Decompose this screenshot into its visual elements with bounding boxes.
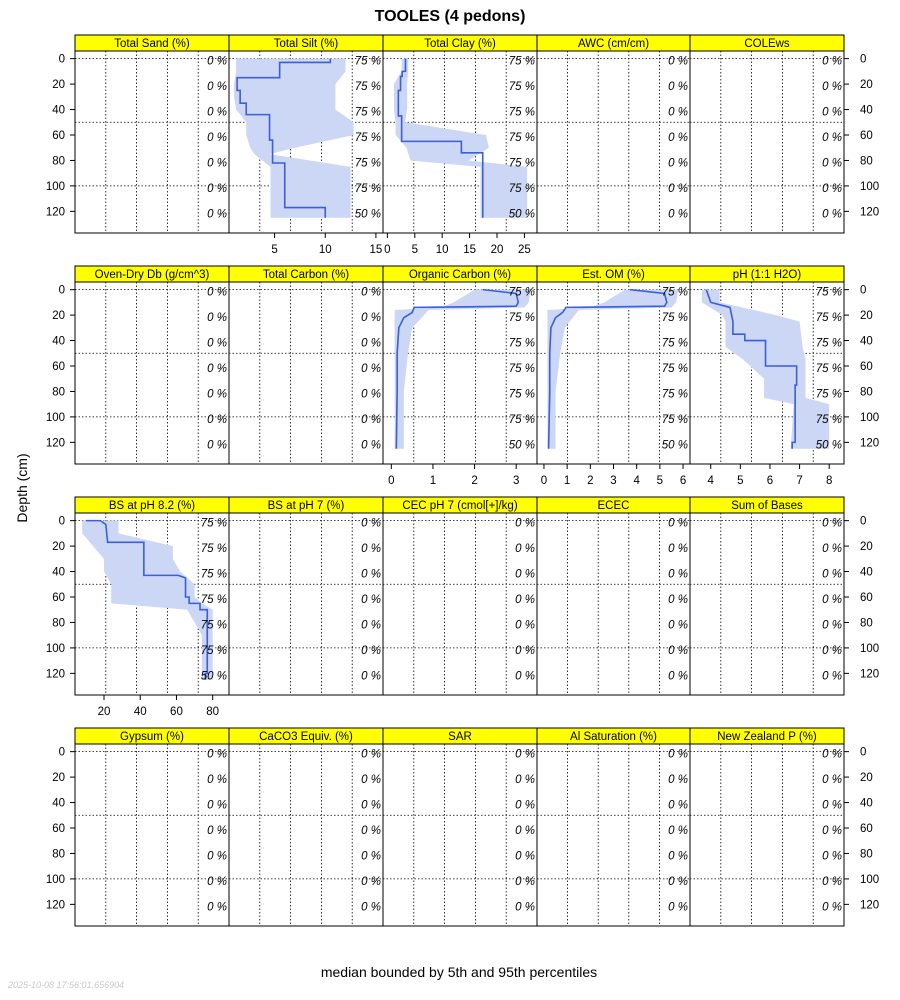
panel-frame	[75, 744, 229, 926]
panel-strip-label: Total Silt (%)	[273, 38, 339, 50]
panel-strip-label: ECEC	[597, 500, 630, 512]
contributing-fraction: 0 %	[361, 799, 381, 812]
contributing-fraction: 0 %	[361, 413, 381, 426]
x-tick-label: 5	[271, 244, 278, 256]
contributing-fraction: 0 %	[515, 799, 535, 812]
x-tick-label: 6	[766, 475, 774, 487]
panel-strip-label: CEC pH 7 (cmol[+]/kg)	[402, 500, 518, 512]
contributing-fraction: 0 %	[361, 363, 381, 375]
panel-frame	[690, 744, 844, 926]
y-tick-label: 80	[860, 386, 873, 399]
panel-20	[690, 728, 879, 926]
contributing-fraction: 0 %	[822, 619, 842, 632]
x-tick-label: 1	[429, 475, 437, 487]
y-tick-label: 20	[52, 541, 65, 554]
contributing-fraction: 0 %	[207, 286, 227, 299]
chart-title: TOOLES (4 pedons)	[374, 8, 526, 25]
y-tick-label: 80	[52, 386, 65, 399]
y-tick-label: 100	[45, 873, 65, 886]
contributing-fraction: 75 %	[354, 106, 381, 119]
contributing-fraction: 0 %	[207, 81, 227, 94]
contributing-fraction: 0 %	[515, 619, 535, 632]
contributing-fraction: 0 %	[668, 543, 688, 556]
contributing-fraction: 0 %	[668, 799, 688, 812]
contributing-fraction: 0 %	[668, 517, 688, 530]
panel-frame	[690, 513, 844, 695]
contributing-fraction: 0 %	[668, 81, 688, 94]
x-tick-label: 5	[411, 244, 418, 256]
y-tick-label: 60	[860, 592, 873, 604]
contributing-fraction: 75 %	[508, 337, 535, 350]
y-tick-label: 100	[860, 873, 880, 886]
contributing-fraction: 0 %	[207, 774, 227, 787]
y-tick-label: 20	[860, 79, 873, 92]
contributing-fraction: 0 %	[668, 901, 688, 914]
panel-frame	[229, 513, 383, 695]
contributing-fraction: 75 %	[354, 182, 381, 195]
contributing-fraction: 0 %	[515, 774, 535, 787]
contributing-fraction: 75 %	[200, 619, 227, 632]
contributing-fraction: 50 %	[508, 439, 535, 452]
contributing-fraction: 0 %	[361, 337, 381, 350]
panel-1	[46, 35, 229, 233]
y-tick-label: 20	[860, 541, 873, 554]
contributing-fraction: 50 %	[354, 208, 381, 221]
contributing-fraction: 0 %	[668, 594, 688, 606]
contributing-fraction: 0 %	[207, 875, 227, 888]
y-tick-label: 100	[860, 642, 880, 655]
contributing-fraction: 0 %	[822, 901, 842, 914]
x-tick-label: 4	[707, 475, 714, 487]
y-tick-label: 60	[52, 361, 65, 373]
panel-frame	[75, 282, 229, 464]
y-tick-label: 80	[860, 155, 873, 168]
y-tick-label: 20	[860, 772, 873, 785]
y-tick-label: 0	[58, 515, 65, 528]
panel-strip-label: pH (1:1 H2O)	[732, 269, 802, 281]
contributing-fraction: 0 %	[822, 850, 842, 863]
y-tick-label: 80	[860, 617, 873, 630]
x-tick-label: 3	[512, 475, 520, 487]
contributing-fraction: 75 %	[508, 388, 535, 401]
x-tick-label: 7	[796, 475, 803, 487]
panel-17	[229, 728, 383, 926]
y-tick-label: 60	[860, 823, 873, 835]
contributing-fraction: 75 %	[815, 337, 842, 350]
contributing-fraction: 0 %	[361, 439, 381, 452]
contributing-fraction: 0 %	[822, 670, 842, 683]
contributing-fraction: 0 %	[207, 850, 227, 863]
contributing-fraction: 50 %	[815, 439, 842, 452]
contributing-fraction: 0 %	[515, 568, 535, 581]
contributing-fraction: 0 %	[668, 644, 688, 657]
contributing-fraction: 0 %	[207, 208, 227, 221]
y-axis-label: Depth (cm)	[14, 453, 30, 523]
contributing-fraction: 0 %	[822, 774, 842, 787]
panel-15	[690, 497, 879, 695]
contributing-fraction: 0 %	[207, 132, 227, 144]
y-tick-label: 40	[860, 566, 873, 579]
contributing-fraction: 0 %	[515, 875, 535, 888]
contributing-fraction: 75 %	[661, 312, 688, 325]
contributing-fraction: 0 %	[207, 825, 227, 837]
contributing-fraction: 0 %	[361, 875, 381, 888]
x-tick-label: 0	[388, 475, 395, 487]
contributing-fraction: 75 %	[508, 363, 535, 375]
y-tick-label: 40	[52, 104, 65, 117]
panel-3	[383, 35, 537, 256]
contributing-fraction: 75 %	[508, 132, 535, 144]
contributing-fraction: 75 %	[508, 106, 535, 119]
y-tick-label: 60	[860, 130, 873, 142]
percentile-band	[82, 521, 212, 680]
y-tick-label: 0	[860, 284, 867, 297]
panel-strip-label: Al Saturation (%)	[570, 731, 657, 743]
panel-strip-label: Total Sand (%)	[114, 38, 190, 50]
contributing-fraction: 0 %	[822, 132, 842, 144]
y-tick-label: 120	[45, 899, 65, 912]
contributing-fraction: 75 %	[508, 157, 535, 170]
contributing-fraction: 50 %	[661, 439, 688, 452]
panel-19	[537, 728, 690, 926]
panel-12	[229, 497, 383, 695]
y-tick-label: 80	[52, 848, 65, 861]
contributing-fraction: 75 %	[354, 55, 381, 68]
contributing-fraction: 75 %	[200, 517, 227, 530]
panel-frame	[75, 51, 229, 233]
contributing-fraction: 0 %	[361, 644, 381, 657]
panel-strip-label: BS at pH 7 (%)	[267, 500, 345, 512]
contributing-fraction: 75 %	[200, 644, 227, 657]
contributing-fraction: 0 %	[822, 182, 842, 195]
panel-16	[46, 728, 229, 926]
contributing-fraction: 0 %	[668, 850, 688, 863]
panel-strip-label: Total Carbon (%)	[262, 269, 350, 281]
contributing-fraction: 50 %	[200, 670, 227, 683]
x-tick-label: 2	[471, 475, 478, 487]
y-tick-label: 40	[860, 335, 873, 348]
y-tick-label: 60	[52, 130, 65, 142]
panel-strip-label: Gypsum (%)	[120, 731, 184, 743]
panel-strip-label: Oven-Dry Db (g/cm^3)	[94, 269, 210, 281]
y-tick-label: 120	[860, 206, 880, 219]
contributing-fraction: 0 %	[361, 388, 381, 401]
y-tick-label: 20	[52, 772, 65, 785]
contributing-fraction: 0 %	[207, 157, 227, 170]
contributing-fraction: 0 %	[361, 774, 381, 787]
contributing-fraction: 0 %	[515, 543, 535, 556]
y-tick-label: 120	[860, 437, 880, 450]
contributing-fraction: 75 %	[200, 594, 227, 606]
contributing-fraction: 0 %	[207, 901, 227, 914]
contributing-fraction: 75 %	[508, 81, 535, 94]
y-tick-label: 40	[52, 566, 65, 579]
contributing-fraction: 75 %	[815, 363, 842, 375]
x-tick-label: 15	[463, 244, 476, 256]
contributing-fraction: 0 %	[515, 517, 535, 530]
y-tick-label: 20	[860, 310, 873, 323]
panel-14	[537, 497, 690, 695]
panel-strip-label: Organic Carbon (%)	[408, 269, 512, 281]
contributing-fraction: 0 %	[515, 901, 535, 914]
y-tick-label: 0	[58, 53, 65, 66]
contributing-fraction: 0 %	[361, 594, 381, 606]
contributing-fraction: 0 %	[361, 825, 381, 837]
y-tick-label: 120	[45, 206, 65, 219]
contributing-fraction: 0 %	[822, 157, 842, 170]
y-tick-label: 60	[860, 361, 873, 373]
contributing-fraction: 0 %	[668, 825, 688, 837]
contributing-fraction: 0 %	[207, 312, 227, 325]
contributing-fraction: 0 %	[822, 644, 842, 657]
y-tick-label: 100	[45, 642, 65, 655]
contributing-fraction: 0 %	[207, 799, 227, 812]
contributing-fraction: 0 %	[822, 517, 842, 530]
contributing-fraction: 75 %	[508, 286, 535, 299]
contributing-fraction: 0 %	[822, 825, 842, 837]
contributing-fraction: 0 %	[361, 286, 381, 299]
panel-6	[46, 266, 229, 464]
contributing-fraction: 0 %	[207, 55, 227, 68]
contributing-fraction: 75 %	[354, 81, 381, 94]
contributing-fraction: 75 %	[508, 182, 535, 195]
panels-layer	[46, 35, 879, 926]
contributing-fraction: 0 %	[361, 901, 381, 914]
contributing-fraction: 0 %	[668, 568, 688, 581]
contributing-fraction: 0 %	[668, 182, 688, 195]
contributing-fraction: 0 %	[207, 182, 227, 195]
panel-2	[229, 35, 383, 256]
panel-frame	[229, 744, 383, 926]
panel-frame	[537, 51, 690, 233]
contributing-fraction: 0 %	[515, 644, 535, 657]
contributing-fraction: 50 %	[508, 208, 535, 221]
contributing-fraction: 0 %	[668, 157, 688, 170]
contributing-fraction: 75 %	[508, 55, 535, 68]
contributing-fraction: 0 %	[668, 875, 688, 888]
x-tick-label: 40	[133, 706, 147, 718]
panel-strip-label: Est. OM (%)	[582, 269, 645, 281]
panel-strip-label: BS at pH 8.2 (%)	[108, 500, 196, 512]
y-tick-label: 20	[52, 310, 65, 323]
contributing-fraction: 75 %	[661, 413, 688, 426]
y-tick-label: 0	[58, 284, 65, 297]
panel-18	[383, 728, 537, 926]
panel-frame	[383, 744, 537, 926]
panel-8	[383, 266, 537, 487]
y-tick-label: 80	[860, 848, 873, 861]
panel-frame	[690, 51, 844, 233]
contributing-fraction: 75 %	[661, 388, 688, 401]
contributing-fraction: 75 %	[508, 312, 535, 325]
y-tick-label: 20	[52, 79, 65, 92]
x-tick-label: 10	[435, 244, 449, 256]
contributing-fraction: 75 %	[200, 543, 227, 556]
y-tick-label: 100	[45, 411, 65, 424]
contributing-fraction: 0 %	[668, 748, 688, 761]
x-tick-label: 0	[540, 475, 548, 487]
percentile-band	[702, 290, 829, 449]
panel-7	[229, 266, 383, 464]
contributing-fraction: 0 %	[822, 55, 842, 68]
contributing-fraction: 0 %	[361, 312, 381, 325]
contributing-fraction: 0 %	[668, 774, 688, 787]
panel-strip-label: Sum of Bases	[731, 500, 803, 512]
x-tick-label: 3	[610, 475, 617, 487]
percentile-band	[234, 59, 354, 218]
footer-timestamp: 2025-10-08 17:56:01.656904	[8, 980, 125, 990]
x-tick-label: 20	[97, 706, 111, 718]
contributing-fraction: 75 %	[661, 363, 688, 375]
contributing-fraction: 0 %	[207, 106, 227, 119]
contributing-fraction: 75 %	[815, 312, 842, 325]
y-tick-label: 80	[52, 155, 65, 168]
y-tick-label: 100	[860, 180, 880, 193]
panel-strip-label: SAR	[448, 731, 472, 743]
contributing-fraction: 75 %	[508, 413, 535, 426]
contributing-fraction: 0 %	[361, 748, 381, 761]
panel-9	[537, 266, 690, 487]
y-tick-label: 120	[860, 668, 880, 681]
y-tick-label: 40	[52, 335, 65, 348]
y-tick-label: 120	[860, 899, 880, 912]
y-tick-label: 100	[45, 180, 65, 193]
x-tick-label: 10	[318, 244, 332, 256]
x-tick-label: 80	[206, 706, 220, 718]
panel-frame	[383, 513, 537, 695]
contributing-fraction: 0 %	[668, 208, 688, 221]
contributing-fraction: 0 %	[207, 363, 227, 375]
contributing-fraction: 0 %	[822, 799, 842, 812]
y-tick-label: 40	[860, 104, 873, 117]
x-tick-label: 0	[384, 244, 391, 256]
percentile-band	[547, 290, 678, 449]
x-tick-label: 25	[517, 244, 531, 256]
x-tick-label: 5	[656, 475, 664, 487]
contributing-fraction: 0 %	[822, 81, 842, 94]
contributing-fraction: 0 %	[207, 413, 227, 426]
x-axis-label: median bounded by 5th and 95th percentiles	[320, 964, 598, 980]
contributing-fraction: 0 %	[361, 619, 381, 632]
y-tick-label: 60	[52, 823, 65, 835]
contributing-fraction: 0 %	[361, 670, 381, 683]
contributing-fraction: 0 %	[515, 850, 535, 863]
x-tick-label: 20	[490, 244, 504, 256]
y-tick-label: 0	[860, 53, 867, 66]
panel-strip-label: Total Clay (%)	[424, 38, 496, 50]
contributing-fraction: 0 %	[822, 594, 842, 606]
contributing-fraction: 0 %	[207, 337, 227, 350]
x-tick-label: 5	[737, 475, 744, 487]
contributing-fraction: 0 %	[822, 106, 842, 119]
x-tick-label: 60	[170, 706, 183, 718]
panel-13	[383, 497, 537, 695]
contributing-fraction: 0 %	[207, 439, 227, 452]
contributing-fraction: 0 %	[361, 850, 381, 863]
contributing-fraction: 0 %	[668, 106, 688, 119]
x-tick-label: 2	[587, 475, 594, 487]
contributing-fraction: 0 %	[515, 594, 535, 606]
contributing-fraction: 0 %	[515, 748, 535, 761]
panel-strip-label: AWC (cm/cm)	[577, 38, 650, 50]
panel-4	[537, 35, 690, 233]
contributing-fraction: 0 %	[668, 132, 688, 144]
contributing-fraction: 0 %	[668, 55, 688, 68]
contributing-fraction: 75 %	[354, 132, 381, 144]
y-tick-label: 40	[52, 797, 65, 810]
y-tick-label: 100	[860, 411, 880, 424]
x-tick-label: 8	[825, 475, 833, 487]
contributing-fraction: 0 %	[361, 517, 381, 530]
panel-strip-label: COLEws	[744, 38, 790, 50]
panel-5	[690, 35, 879, 233]
contributing-fraction: 75 %	[200, 568, 227, 581]
contributing-fraction: 0 %	[822, 568, 842, 581]
y-tick-label: 120	[45, 668, 65, 681]
y-tick-label: 120	[45, 437, 65, 450]
contributing-fraction: 75 %	[661, 286, 688, 299]
y-tick-label: 0	[860, 746, 867, 759]
contributing-fraction: 75 %	[815, 286, 842, 299]
contributing-fraction: 0 %	[822, 875, 842, 888]
panel-frame	[537, 513, 690, 695]
contributing-fraction: 0 %	[361, 568, 381, 581]
contributing-fraction: 75 %	[815, 388, 842, 401]
x-tick-label: 6	[679, 475, 687, 487]
contributing-fraction: 0 %	[361, 543, 381, 556]
y-tick-label: 0	[860, 515, 867, 528]
panel-strip-label: CaCO3 Equiv. (%)	[259, 731, 353, 743]
panel-frame	[537, 744, 690, 926]
y-tick-label: 80	[52, 617, 65, 630]
contributing-fraction: 75 %	[815, 413, 842, 426]
contributing-fraction: 0 %	[822, 748, 842, 761]
x-tick-label: 1	[563, 475, 571, 487]
x-tick-label: 15	[369, 244, 383, 256]
y-tick-label: 0	[58, 746, 65, 759]
y-tick-label: 60	[52, 592, 65, 604]
contributing-fraction: 0 %	[822, 208, 842, 221]
panel-frame	[229, 282, 383, 464]
contributing-fraction: 0 %	[668, 619, 688, 632]
y-tick-label: 40	[860, 797, 873, 810]
contributing-fraction: 0 %	[515, 825, 535, 837]
contributing-fraction: 0 %	[207, 388, 227, 401]
x-tick-label: 4	[633, 475, 640, 487]
panel-strip-label: New Zealand P (%)	[717, 731, 817, 743]
panel-11	[46, 497, 229, 718]
contributing-fraction: 0 %	[515, 670, 535, 683]
contributing-fraction: 0 %	[822, 543, 842, 556]
contributing-fraction: 0 %	[668, 670, 688, 683]
panel-10	[690, 266, 879, 487]
contributing-fraction: 0 %	[207, 748, 227, 761]
contributing-fraction: 75 %	[661, 337, 688, 350]
contributing-fraction: 75 %	[354, 157, 381, 170]
